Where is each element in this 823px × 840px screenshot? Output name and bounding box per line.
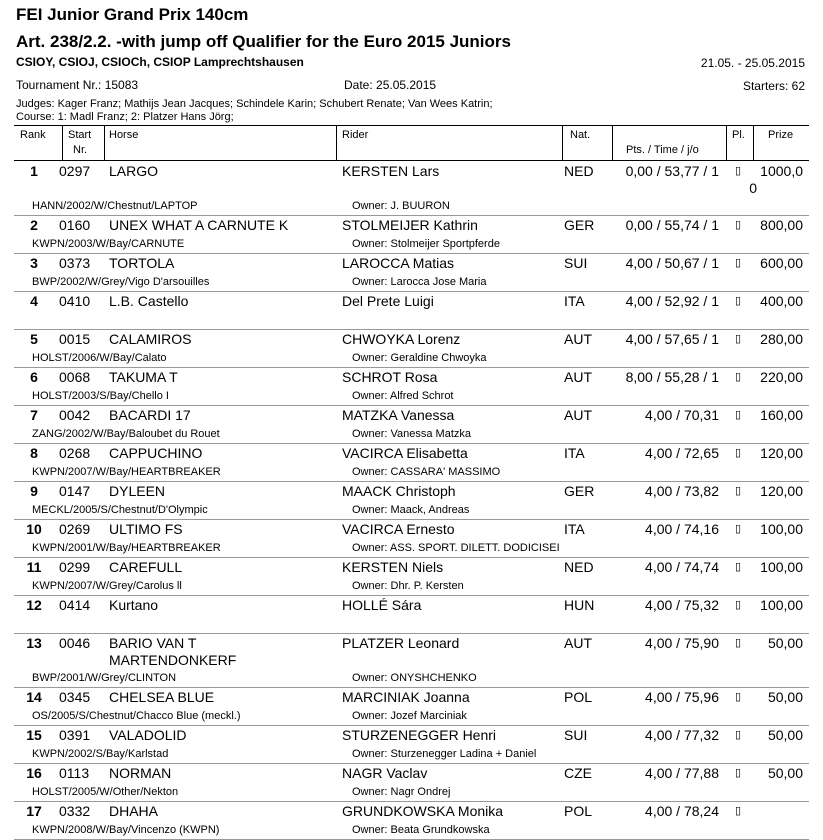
result-cell: 4,00 / 75,96 — [645, 689, 719, 705]
divider — [753, 126, 754, 160]
result-cell: 8,00 / 55,28 / 1 — [625, 369, 719, 385]
start-number-cell: 0410 — [59, 293, 91, 309]
rider-name-cell: Del Prete Luigi — [342, 293, 434, 309]
owner-info: Owner: ASS. SPORT. DILETT. DODICISEI — [352, 542, 560, 554]
rider-name-cell: CHWOYKA Lorenz — [342, 331, 461, 347]
start-number-cell: 0147 — [59, 483, 91, 499]
rank-cell: 12 — [26, 597, 42, 613]
owner-info: Owner: Alfred Schrot — [352, 390, 454, 402]
nation-cell: AUT — [564, 407, 592, 423]
table-row — [14, 292, 809, 330]
rank-cell: 15 — [26, 727, 42, 743]
horse-name-cell-line2: MARTENDONKERF — [109, 652, 237, 668]
col-nat: Nat. — [570, 129, 591, 141]
rider-name-cell: LAROCCA Matias — [342, 255, 455, 271]
rider-name-cell: PLATZER Leonard — [342, 635, 460, 651]
result-cell: 4,00 / 75,32 — [645, 597, 719, 613]
horse-info: OS/2005/S/Chestnut/Chacco Blue (meckl.) — [32, 710, 241, 722]
result-cell: 4,00 / 52,92 / 1 — [625, 293, 719, 309]
horse-name-cell: UNEX WHAT A CARNUTE K — [109, 217, 289, 233]
owner-info: Owner: Nagr Ondrej — [352, 786, 451, 798]
table-row — [14, 254, 809, 292]
placing-marker: ▯ — [735, 767, 742, 779]
placing-marker: ▯ — [735, 257, 742, 269]
rider-name-cell: VACIRCA Ernesto — [342, 521, 455, 537]
placing-marker: ▯ — [735, 561, 742, 573]
nation-cell: NED — [564, 163, 594, 179]
nation-cell: HUN — [564, 597, 595, 613]
col-horse: Horse — [109, 129, 139, 141]
result-cell: 4,00 / 74,16 — [645, 521, 719, 537]
horse-info: HOLST/2005/W/Other/Nekton — [32, 786, 179, 798]
placing-marker: ▯ — [735, 805, 742, 817]
competition-subtitle: Art. 238/2.2. -with jump off Qualifier for the Euro 2015 Juniors — [16, 32, 511, 51]
horse-info: KWPN/2008/W/Bay/Vincenzo (KWPN) — [32, 824, 220, 836]
horse-name-cell: NORMAN — [109, 765, 172, 781]
result-cell: 4,00 / 78,24 — [645, 803, 719, 819]
horse-name-cell: CALAMIROS — [109, 331, 192, 347]
result-cell: 4,00 / 75,90 — [645, 635, 719, 651]
table-row — [14, 634, 809, 688]
placing-marker: ▯ — [735, 409, 742, 421]
result-cell: 4,00 / 77,32 — [645, 727, 719, 743]
col-rider: Rider — [342, 129, 369, 141]
rank-cell: 16 — [26, 765, 42, 781]
owner-info: Owner: CASSARA' MASSIMO — [352, 466, 501, 478]
horse-info: ZANG/2002/W/Bay/Baloubet du Rouet — [32, 428, 220, 440]
prize-cell: 50,00 — [767, 635, 803, 651]
horse-info: HOLST/2006/W/Bay/Calato — [32, 352, 167, 364]
nation-cell: NED — [564, 559, 594, 575]
col-rank: Rank — [20, 129, 46, 141]
horse-info: KWPN/2001/W/Bay/HEARTBREAKER — [32, 542, 221, 554]
prize-cell: 120,00 — [760, 445, 803, 461]
start-number-cell: 0268 — [59, 445, 91, 461]
start-number-cell: 0160 — [59, 217, 91, 233]
owner-info: Owner: Maack, Andreas — [352, 504, 470, 516]
nation-cell: ITA — [564, 521, 585, 537]
horse-name-cell: ULTIMO FS — [109, 521, 183, 537]
divider — [104, 126, 105, 160]
prize-cell-line2: 0 — [749, 180, 757, 196]
horse-info: BWP/2002/W/Grey/Vigo D'arsouilles — [32, 276, 210, 288]
divider — [612, 126, 613, 160]
rider-name-cell: HOLLÉ Sára — [342, 597, 422, 613]
table-row — [14, 596, 809, 634]
rank-cell: 11 — [26, 559, 42, 575]
placing-marker: ▯ — [735, 165, 742, 177]
horse-info: HANN/2002/W/Chestnut/LAPTOP — [32, 200, 198, 212]
prize-cell: 600,00 — [760, 255, 803, 271]
table-row — [14, 802, 809, 840]
rider-name-cell: STOLMEIJER Kathrin — [342, 217, 478, 233]
results-table-header — [14, 125, 809, 161]
prize-cell: 50,00 — [767, 689, 803, 705]
rider-name-cell: SCHROT Rosa — [342, 369, 438, 385]
placing-marker: ▯ — [735, 219, 742, 231]
nation-cell: ITA — [564, 445, 585, 461]
horse-info: KWPN/2007/W/Grey/Carolus ll — [32, 580, 182, 592]
rank-cell: 8 — [30, 445, 38, 461]
table-row — [14, 520, 809, 558]
result-cell: 4,00 / 57,65 / 1 — [625, 331, 719, 347]
rider-name-cell: MARCINIAK Joanna — [342, 689, 470, 705]
rank-cell: 17 — [26, 803, 42, 819]
divider — [336, 126, 337, 160]
result-cell: 4,00 / 72,65 — [645, 445, 719, 461]
rider-name-cell: GRUNDKOWSKA Monika — [342, 803, 504, 819]
result-cell: 0,00 / 53,77 / 1 — [625, 163, 719, 179]
start-number-cell: 0297 — [59, 163, 91, 179]
horse-name-cell: L.B. Castello — [109, 293, 189, 309]
rank-cell: 9 — [30, 483, 38, 499]
table-row — [14, 368, 809, 406]
table-row — [14, 444, 809, 482]
rank-cell: 2 — [30, 217, 38, 233]
rank-cell: 10 — [26, 521, 42, 537]
nation-cell: AUT — [564, 369, 592, 385]
start-number-cell: 0299 — [59, 559, 91, 575]
horse-info: KWPN/2007/W/Bay/HEARTBREAKER — [32, 466, 221, 478]
course-designers: Course: 1: Madl Franz; 2: Platzer Hans Jörg; — [16, 111, 234, 123]
rider-name-cell: VACIRCA Elisabetta — [342, 445, 468, 461]
placing-marker: ▯ — [735, 371, 742, 383]
placing-marker: ▯ — [735, 485, 742, 497]
col-prize: Prize — [768, 129, 794, 141]
start-number-cell: 0414 — [59, 597, 91, 613]
horse-name-cell: Kurtano — [109, 597, 159, 613]
nation-cell: AUT — [564, 331, 592, 347]
rider-name-cell: KERSTEN Lars — [342, 163, 440, 179]
horse-name-cell: CHELSEA BLUE — [109, 689, 215, 705]
horse-name-cell: DHAHA — [109, 803, 159, 819]
competition-date: Date: 25.05.2015 — [344, 78, 437, 92]
result-cell: 4,00 / 50,67 / 1 — [625, 255, 719, 271]
tournament-number: Tournament Nr.: 15083 — [16, 78, 139, 92]
result-cell: 4,00 / 74,74 — [645, 559, 719, 575]
rank-cell: 14 — [26, 689, 42, 705]
placing-marker: ▯ — [735, 295, 742, 307]
nation-cell: POL — [564, 689, 593, 705]
table-row — [14, 162, 809, 216]
horse-name-cell: DYLEEN — [109, 483, 166, 499]
start-number-cell: 0113 — [59, 765, 90, 781]
prize-cell: 50,00 — [767, 727, 803, 743]
start-number-cell: 0046 — [59, 635, 91, 651]
placing-marker: ▯ — [735, 333, 742, 345]
placing-marker: ▯ — [735, 637, 742, 649]
rider-name-cell: MAACK Christoph — [342, 483, 456, 499]
start-number-cell: 0345 — [59, 689, 91, 705]
event-dates: 21.05. - 25.05.2015 — [700, 56, 805, 70]
table-row — [14, 330, 809, 368]
col-start-nr: Nr. — [73, 144, 88, 156]
start-number-cell: 0332 — [59, 803, 91, 819]
start-number-cell: 0015 — [59, 331, 91, 347]
judges-list: Judges: Kager Franz; Mathijs Jean Jacques; Schindele Karin; Schubert Renate; Van Wees Katrin; — [16, 98, 493, 110]
nation-cell: AUT — [564, 635, 592, 651]
result-cell: 4,00 / 70,31 — [645, 407, 719, 423]
rider-name-cell: NAGR Vaclav — [342, 765, 428, 781]
owner-info: Owner: Larocca Jose Maria — [352, 276, 487, 288]
horse-name-cell: CAPPUCHINO — [109, 445, 203, 461]
start-number-cell: 0068 — [59, 369, 91, 385]
owner-info: Owner: ONYSHCHENKO — [352, 672, 477, 684]
table-row — [14, 764, 809, 802]
table-row — [14, 216, 809, 254]
prize-cell: 400,00 — [760, 293, 803, 309]
rank-cell: 4 — [30, 293, 38, 309]
placing-marker: ▯ — [735, 599, 742, 611]
owner-info: Owner: Beata Grundkowska — [352, 824, 490, 836]
nation-cell: SUI — [564, 727, 588, 743]
divider — [62, 126, 63, 160]
rank-cell: 3 — [30, 255, 38, 271]
owner-info: Owner: Jozef Marciniak — [352, 710, 467, 722]
rank-cell: 13 — [26, 635, 42, 651]
horse-info: KWPN/2002/S/Bay/Karlstad — [32, 748, 169, 760]
page-title: FEI Junior Grand Prix 140cm — [16, 5, 249, 24]
prize-cell: 220,00 — [760, 369, 803, 385]
prize-cell: 120,00 — [760, 483, 803, 499]
horse-name-cell: TORTOLA — [109, 255, 175, 271]
nation-cell: SUI — [564, 255, 588, 271]
table-row — [14, 482, 809, 520]
rider-name-cell: STURZENEGGER Henri — [342, 727, 497, 743]
start-number-cell: 0269 — [59, 521, 91, 537]
horse-info: BWP/2001/W/Grey/CLINTON — [32, 672, 177, 684]
prize-cell: 800,00 — [760, 217, 803, 233]
start-number-cell: 0042 — [59, 407, 91, 423]
table-row — [14, 558, 809, 596]
prize-cell: 160,00 — [760, 407, 803, 423]
starters-count: Starters: 62 — [742, 79, 805, 93]
result-cell: 0,00 / 55,74 / 1 — [625, 217, 719, 233]
nation-cell: ITA — [564, 293, 585, 309]
horse-info: HOLST/2003/S/Bay/Chello I — [32, 390, 169, 402]
divider — [726, 126, 727, 160]
result-cell: 4,00 / 73,82 — [645, 483, 719, 499]
table-row — [14, 726, 809, 764]
horse-name-cell: CAREFULL — [109, 559, 183, 575]
horse-name-cell: BACARDI 17 — [109, 407, 191, 423]
prize-cell: 280,00 — [760, 331, 803, 347]
prize-cell: 100,00 — [760, 559, 803, 575]
nation-cell: GER — [564, 483, 595, 499]
col-placing: Pl. — [732, 129, 745, 141]
horse-name-cell: BARIO VAN T — [109, 635, 197, 651]
nation-cell: POL — [564, 803, 593, 819]
prize-cell: 50,00 — [767, 765, 803, 781]
rank-cell: 5 — [30, 331, 38, 347]
result-cell: 4,00 / 77,88 — [645, 765, 719, 781]
horse-name-cell: TAKUMA T — [109, 369, 178, 385]
owner-info: Owner: J. BUURON — [352, 200, 450, 212]
rider-name-cell: MATZKA Vanessa — [342, 407, 455, 423]
start-number-cell: 0373 — [59, 255, 91, 271]
rider-name-cell: KERSTEN Niels — [342, 559, 444, 575]
horse-info: MECKL/2005/S/Chestnut/D'Olympic — [32, 504, 208, 516]
horse-info: KWPN/2003/W/Bay/CARNUTE — [32, 238, 185, 250]
nation-cell: CZE — [564, 765, 592, 781]
placing-marker: ▯ — [735, 523, 742, 535]
placing-marker: ▯ — [735, 447, 742, 459]
rank-cell: 6 — [30, 369, 38, 385]
placing-marker: ▯ — [735, 691, 742, 703]
rank-cell: 7 — [30, 407, 38, 423]
rank-cell: 1 — [30, 163, 38, 179]
col-start: Start — [68, 129, 92, 141]
nation-cell: GER — [564, 217, 595, 233]
owner-info: Owner: Vanessa Matzka — [352, 428, 472, 440]
event-categories: CSIOY, CSIOJ, CSIOCh, CSIOP Lamprechtshausen — [16, 55, 304, 69]
col-result: Pts. / Time / j/o — [626, 144, 699, 156]
prize-cell: 1000,0 — [760, 163, 803, 179]
owner-info: Owner: Sturzenegger Ladina + Daniel — [352, 748, 537, 760]
table-row — [14, 688, 809, 726]
owner-info: Owner: Geraldine Chwoyka — [352, 352, 487, 364]
owner-info: Owner: Stolmeijer Sportpferde — [352, 238, 500, 250]
prize-cell: 100,00 — [760, 521, 803, 537]
prize-cell: 100,00 — [760, 597, 803, 613]
table-row — [14, 406, 809, 444]
placing-marker: ▯ — [735, 729, 742, 741]
horse-name-cell: LARGO — [109, 163, 159, 179]
start-number-cell: 0391 — [59, 727, 91, 743]
owner-info: Owner: Dhr. P. Kersten — [352, 580, 464, 592]
divider — [562, 126, 563, 160]
horse-name-cell: VALADOLID — [109, 727, 187, 743]
